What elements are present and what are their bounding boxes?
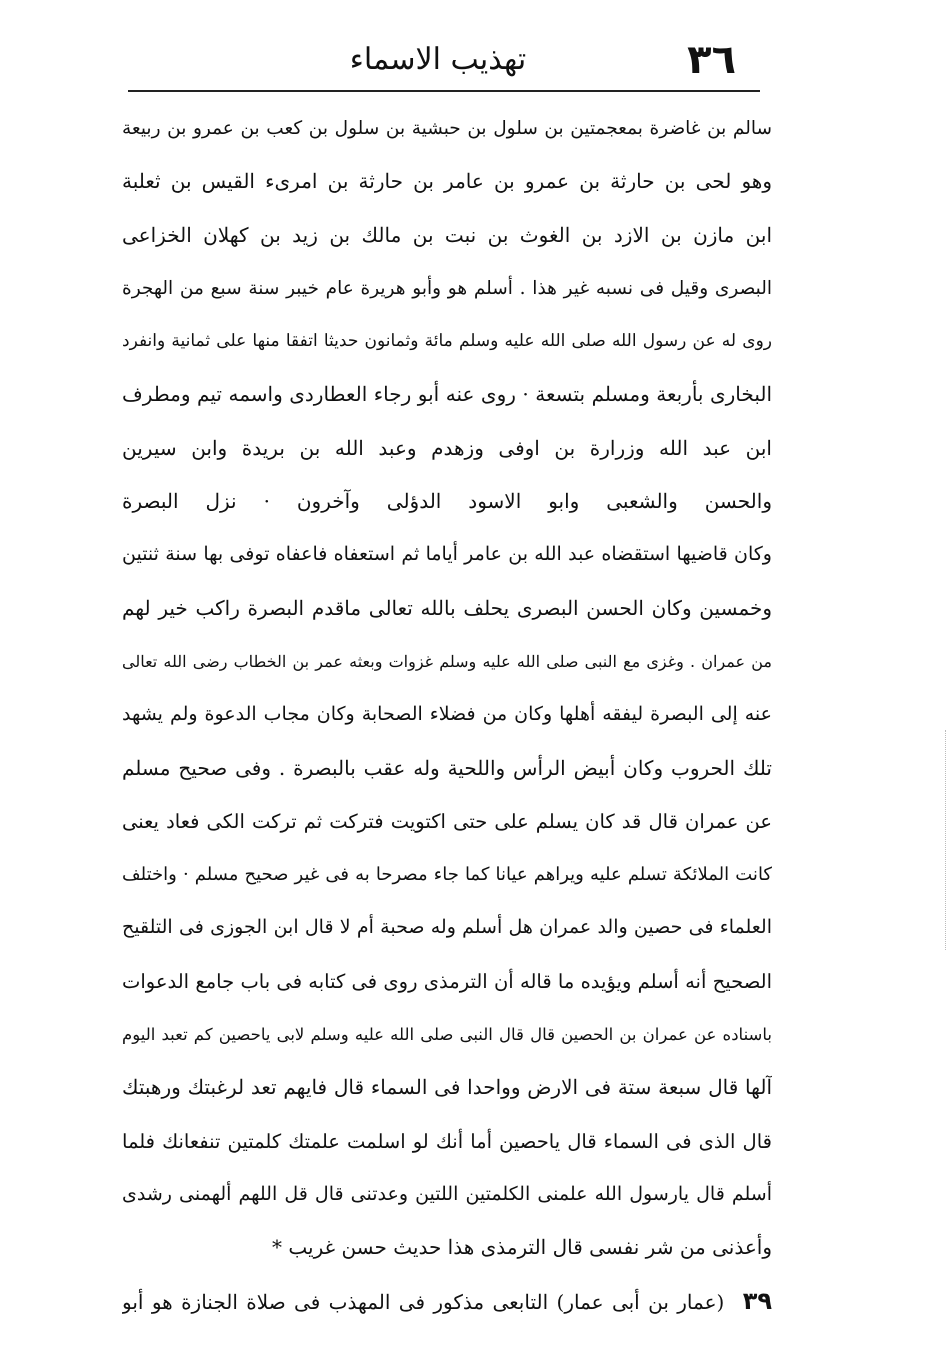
text-line: والحسن والشعبى وابو الاسود الدؤلى وآخرون · نزل البصرة bbox=[122, 489, 772, 514]
page-number: ٣٦ bbox=[687, 37, 736, 83]
scan-edge-mark bbox=[944, 730, 946, 950]
text-line: من عمران . وغزى مع النبى صلى الله عليه وسلم غزوات وبعثه عمر بن الخطاب رضى الله تعالى bbox=[122, 651, 772, 671]
text-line: تلك الحروب وكان أبيض الرأس واللحية وله عقب بالبصرة . وفى صحيح مسلم bbox=[122, 755, 772, 780]
text-line: وهو لحى بن حارثة بن عمرو بن عامر بن حارثة بن امرىء القيس بن ثعلبة bbox=[122, 169, 772, 194]
book-title: تهذيب الاسماء bbox=[349, 42, 527, 77]
header-rule bbox=[128, 90, 760, 92]
entry-text: (عمار بن أبى عمار) التابعى مذكور فى المهذب فى صلاة الجنازة هو أبو bbox=[122, 1289, 725, 1314]
text-line: البصرى وقيل فى نسبه غير هذا . أسلم هو وأبو هريرة عام خيبر سنة سبع من الهجرة bbox=[122, 277, 772, 299]
entry-line bbox=[122, 1275, 772, 1328]
text-line: عنه إلى البصرة ليفقه أهلها وكان من فضلاء الصحابة وكان مجاب الدعوة ولم يشهد bbox=[122, 703, 772, 726]
text-line: كانت الملائكة تسلم عليه ويراهم عيانا كما جاء مصرحا به فى غير صحيح مسلم · واختلف bbox=[122, 864, 772, 886]
text-line: الصحيح أنه أسلم ويؤيده ما قاله أن الترمذى روى فى كتابه فى باب جامع الدعوات bbox=[122, 969, 772, 993]
text-line: قال الذى فى السماء قال ياحصين أما أنك لو اسلمت علمتك كلمتين تنفعانك فلما bbox=[122, 1129, 772, 1153]
text-line: أسلم قال يارسول الله علمنى الكلمتين اللتين وعدتنى قال قل اللهم ألهمنى رشدى bbox=[122, 1182, 772, 1205]
text-line: عن عمران قال قد كان يسلم على حتى اكتويت فتركت ثم تركت الكى فعاد يعنى bbox=[122, 809, 772, 833]
text-line: سالم بن غاضرة بمعجمتين بن سلول بن حبشية بن سلول بن كعب بن عمرو بن ربيعة bbox=[122, 118, 772, 139]
text-line: وأعذنى من شر نفسى قال الترمذى هذا حديث حسن غريب * bbox=[272, 1235, 772, 1260]
text-line: آلها قال سبعة ستة فى الارض وواحدا فى السماء قال فايهم تعد لرغبتك ورهبتك bbox=[122, 1075, 772, 1100]
text-line: ابن عبد الله وزرارة بن اوفى وزهدم وعبد الله بن بريدة وابن سيرين bbox=[122, 435, 772, 460]
body-text bbox=[122, 102, 772, 1328]
running-header bbox=[118, 32, 758, 88]
text-line: وكان قاضيها استقضاه عبد الله بن عامر أياما ثم استعفاه فاعفاه توفى بها سنة ثنتين bbox=[122, 543, 772, 566]
text-line: ابن مازن بن الازد بن الغوث بن نبت بن مالك بن زيد بن كهلان الخزاعى bbox=[122, 222, 772, 247]
text-line: وخمسين وكان الحسن البصرى يحلف بالله تعالى ماقدم البصرة راكب خير لهم bbox=[122, 595, 772, 620]
text-line: روى له عن رسول الله صلى الله عليه وسلم مائة وثمانون حديثا اتفقا منها على ثمانية وانفرد bbox=[122, 331, 772, 352]
text-line: باسناده عن عمران بن الحصين قال قال النبى صلى الله عليه وسلم لابى ياحصين كم تعبد اليوم bbox=[122, 1025, 772, 1045]
text-line: العلماء فى حصين والد عمران هل أسلم وله صحبة أم لا قال ابن الجوزى فى التلقيح bbox=[122, 916, 772, 939]
entry-number: ٣٩ bbox=[742, 1286, 772, 1315]
text-line: البخارى بأربعة ومسلم بتسعة · روى عنه أبو رجاء العطاردى واسمه تيم ومطرف bbox=[122, 382, 772, 407]
